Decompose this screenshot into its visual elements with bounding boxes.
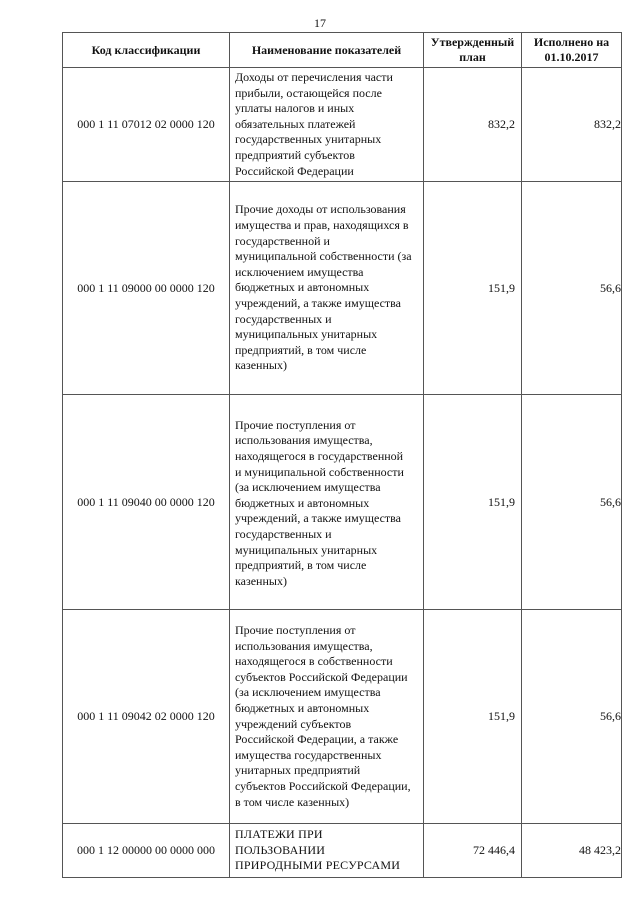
- header-plan: Утвержденный план: [424, 33, 522, 68]
- row-name-line: предприятий субъектов: [235, 147, 355, 162]
- row-name-line: Российской Федерации: [235, 163, 354, 178]
- row-done: 56,6: [522, 610, 622, 824]
- row-name-line: находящегося в государственной: [235, 449, 404, 464]
- row-name-line: Российской Федерации, а также: [235, 732, 399, 747]
- row-name-line: (за исключением имущества: [235, 685, 381, 700]
- row-name: [230, 610, 424, 824]
- row-code: 000 1 11 07012 02 0000 120: [63, 68, 230, 182]
- row-name-line: учреждений субъектов: [235, 716, 352, 731]
- row-done: 48 423,2: [522, 824, 622, 878]
- row-plan: 72 446,4: [424, 824, 522, 878]
- row-name-line: субъектов Российской Федерации: [235, 669, 408, 684]
- table-row: [63, 182, 622, 395]
- row-name-line: ПОЛЬЗОВАНИИ: [235, 842, 326, 857]
- row-name-line: предприятий, в том числе: [235, 342, 367, 357]
- row-done: 56,6: [522, 182, 622, 395]
- row-name-line: предприятий, в том числе: [235, 558, 367, 573]
- row-name-line: исключением имущества: [235, 264, 364, 279]
- row-name-line: ПЛАТЕЖИ ПРИ: [235, 827, 323, 842]
- row-done: 832,2: [522, 68, 622, 182]
- row-name-line: бюджетных и автономных: [235, 701, 370, 716]
- row-plan: 151,9: [424, 395, 522, 610]
- row-name-line: Прочие поступления от: [235, 623, 356, 638]
- row-name-line: уплаты налогов и иных: [235, 101, 355, 116]
- row-name-line: прибыли, остающейся после: [235, 85, 382, 100]
- row-name: [230, 182, 424, 395]
- page-number: 17: [314, 16, 326, 30]
- header-code: Код классификации: [63, 33, 230, 68]
- row-name-line: муниципальных унитарных: [235, 542, 378, 557]
- row-name-line: государственной и: [235, 233, 330, 248]
- row-plan: 151,9: [424, 610, 522, 824]
- row-name-line: Прочие доходы от использования: [235, 202, 406, 217]
- row-name-line: бюджетных и автономных: [235, 495, 370, 510]
- table-header-row: [63, 33, 622, 68]
- row-name-line: Прочие поступления от: [235, 417, 356, 432]
- row-name-line: унитарных предприятий: [235, 763, 361, 778]
- row-name-line: государственных и: [235, 527, 332, 542]
- row-name-line: и муниципальной собственности: [235, 464, 404, 479]
- row-name-line: использования имущества,: [235, 638, 373, 653]
- row-plan: 151,9: [424, 182, 522, 395]
- header-name: Наименование показателей: [230, 33, 424, 68]
- table-row: [63, 395, 622, 610]
- row-name-line: использования имущества,: [235, 433, 373, 448]
- row-name-line: муниципальной собственности (за: [235, 249, 412, 264]
- row-name-line: бюджетных и автономных: [235, 280, 370, 295]
- table-row: [63, 68, 622, 182]
- row-name-line: Доходы от перечисления части: [235, 70, 393, 84]
- row-name-line: субъектов Российской Федерации,: [235, 779, 411, 794]
- budget-table: [62, 32, 622, 878]
- row-plan: 832,2: [424, 68, 522, 182]
- row-name-line: находящегося в собственности: [235, 654, 393, 669]
- row-name-line: учреждений, а также имущества: [235, 295, 401, 310]
- row-done: 56,6: [522, 395, 622, 610]
- row-code: 000 1 11 09042 02 0000 120: [63, 610, 230, 824]
- row-name-line: казенных): [235, 358, 287, 373]
- row-name-line: муниципальных унитарных: [235, 327, 378, 342]
- table-row: [63, 824, 622, 878]
- header-done: Исполнено на 01.10.2017: [522, 33, 622, 68]
- row-name-line: в том числе казенных): [235, 794, 350, 809]
- row-name-line: государственных и: [235, 311, 332, 326]
- row-name-line: обязательных платежей: [235, 116, 356, 131]
- row-name: [230, 68, 424, 182]
- table-row: [63, 610, 622, 824]
- row-name-line: государственных унитарных: [235, 132, 382, 147]
- row-name-line: казенных): [235, 573, 287, 588]
- row-code: 000 1 12 00000 00 0000 000: [63, 824, 230, 878]
- row-name: [230, 824, 424, 878]
- row-name-line: имущества государственных: [235, 747, 382, 762]
- row-code: 000 1 11 09040 00 0000 120: [63, 395, 230, 610]
- row-name-line: ПРИРОДНЫМИ РЕСУРСАМИ: [235, 858, 401, 873]
- row-code: 000 1 11 09000 00 0000 120: [63, 182, 230, 395]
- row-name-line: имущества и прав, находящихся в: [235, 217, 409, 232]
- row-name-line: (за исключением имущества: [235, 480, 381, 495]
- row-name-line: учреждений, а также имущества: [235, 511, 401, 526]
- row-name: [230, 395, 424, 610]
